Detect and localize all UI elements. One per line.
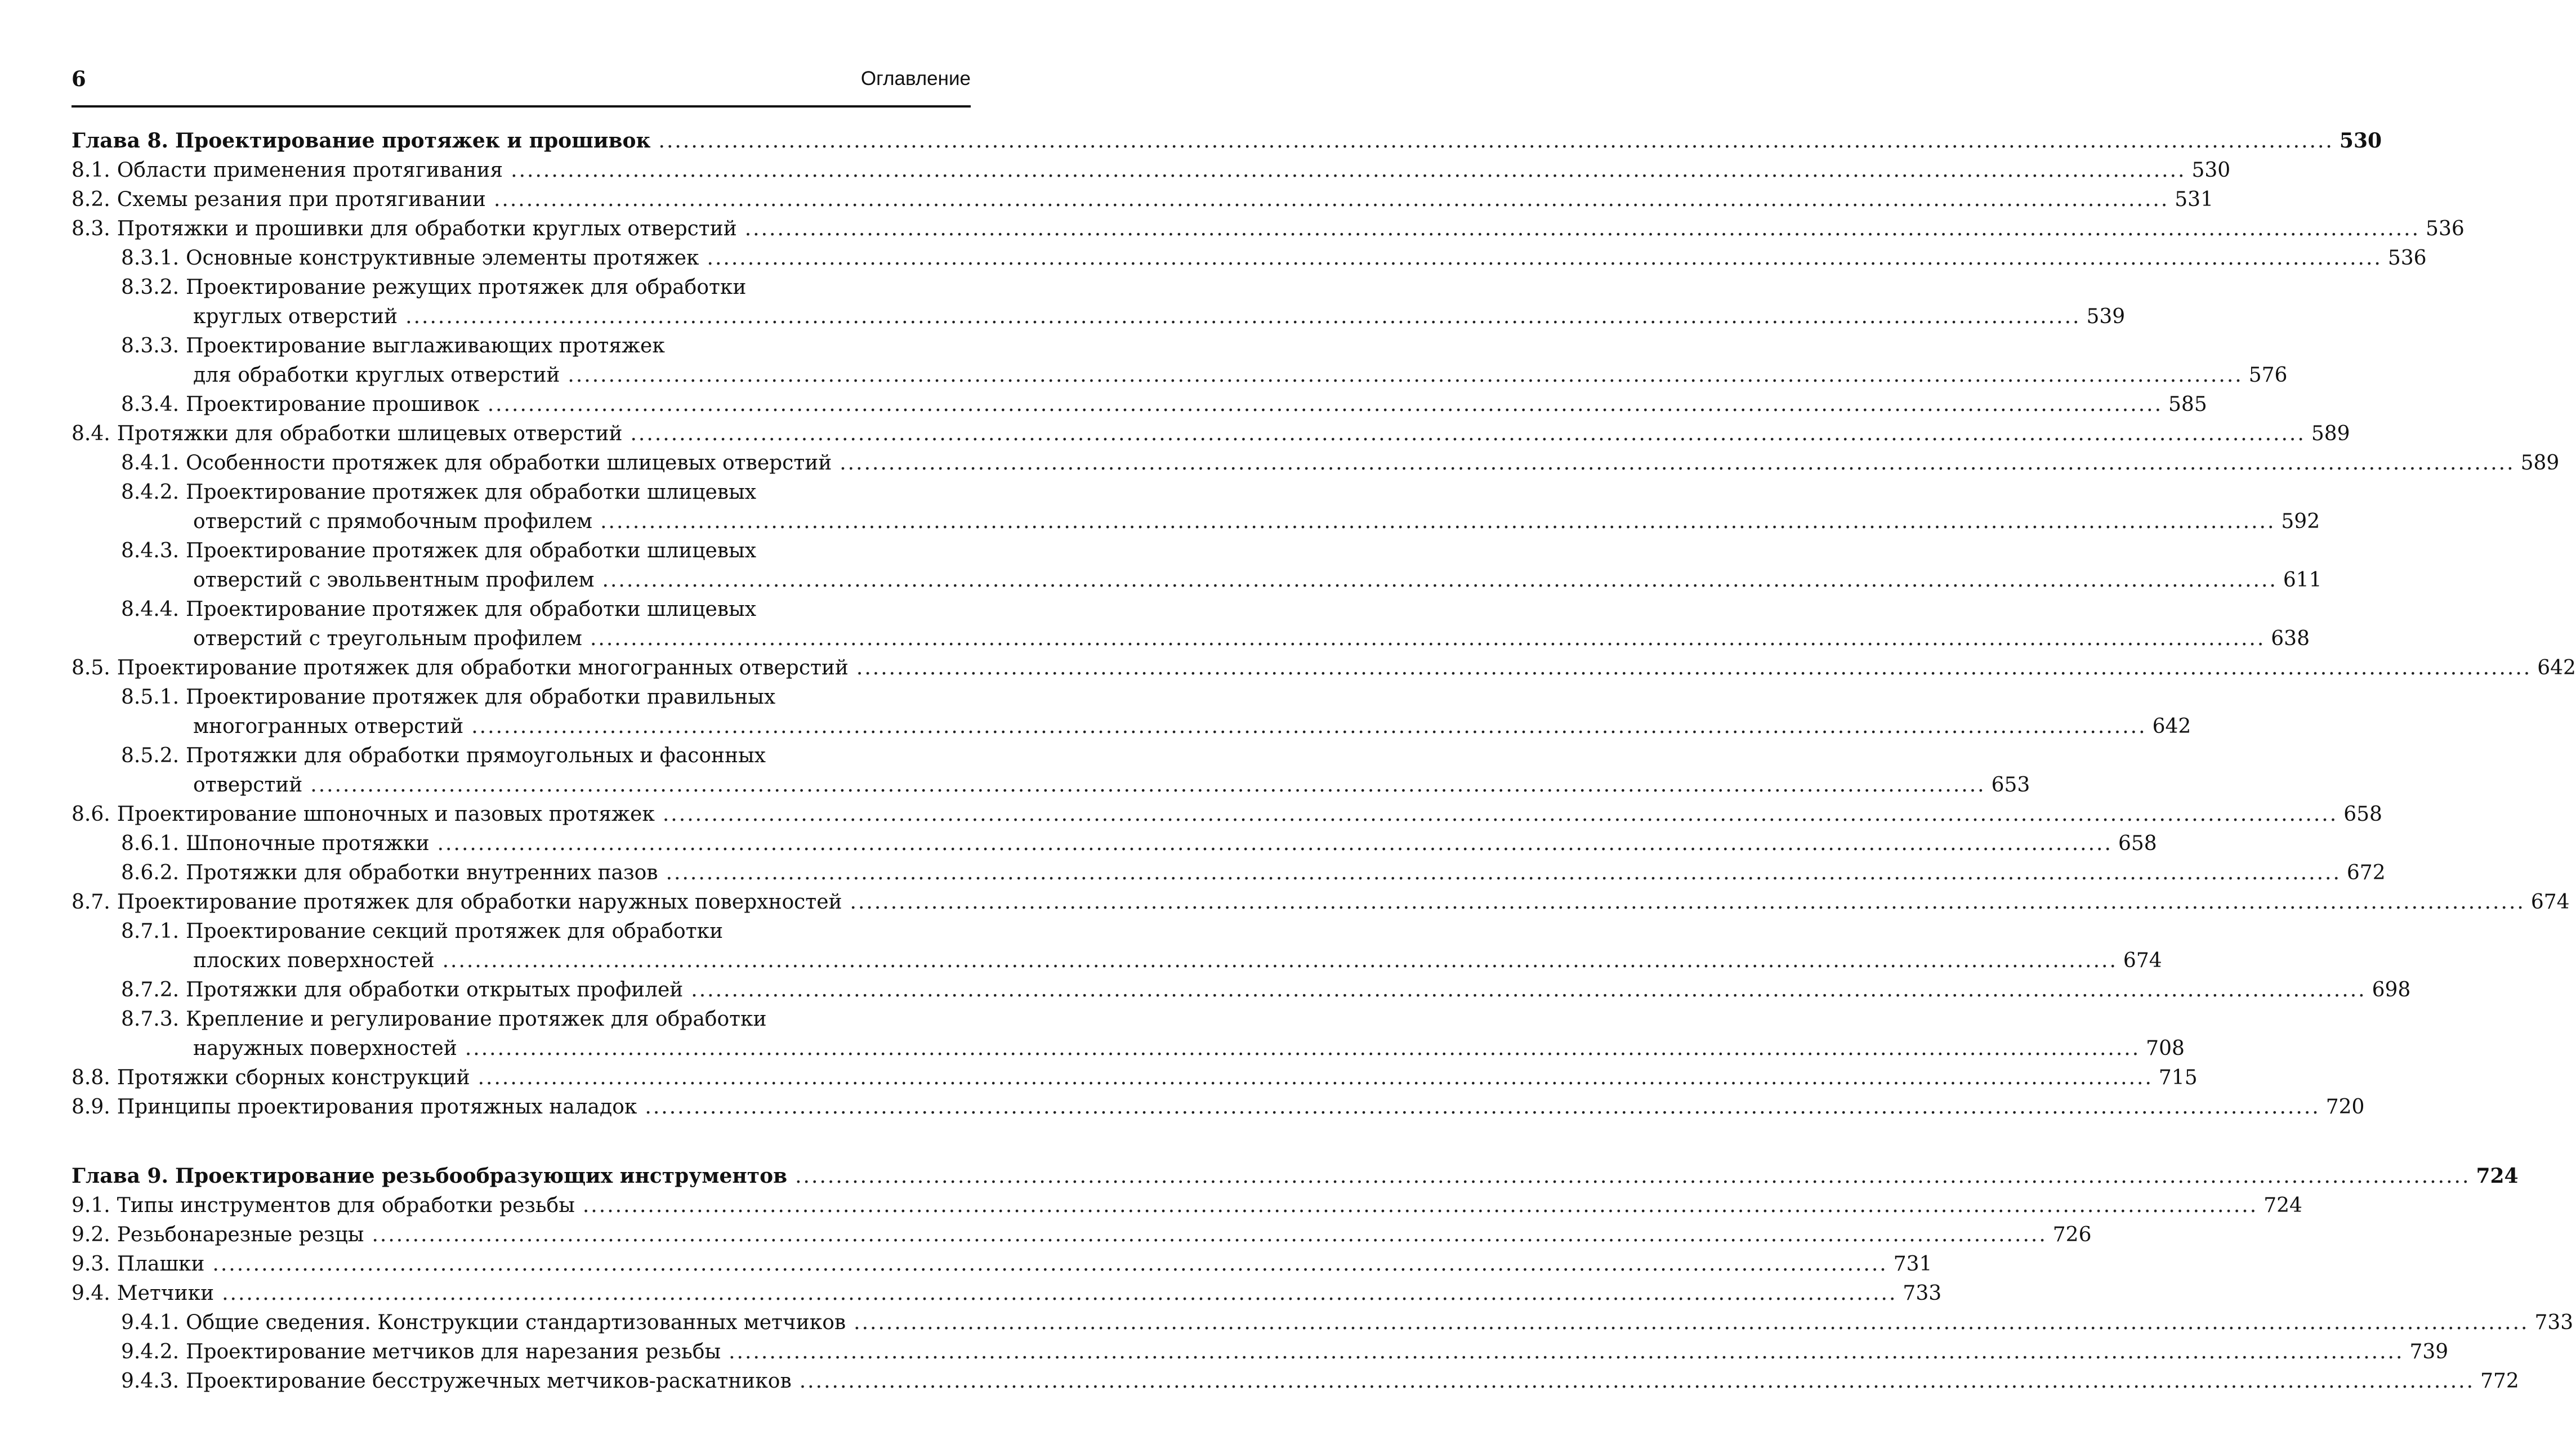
chapter-number: Глава 8. <box>72 129 169 153</box>
section-number: 8.4.2. <box>121 481 180 504</box>
dot-leader <box>310 771 1985 800</box>
page-ref: 674 <box>2530 891 2570 914</box>
toc-entry[interactable] <box>72 390 2207 419</box>
section-title: Проектирование протяжек для обработки шлицевых <box>186 539 757 562</box>
toc-entry[interactable] <box>72 536 2322 595</box>
page-ref: 642 <box>2152 715 2191 738</box>
section-title: Типы инструментов для обработки резьбы <box>117 1194 575 1217</box>
toc-line <box>72 858 2386 888</box>
dot-leader <box>511 156 2186 185</box>
page-ref: 731 <box>1893 1253 1932 1276</box>
section-title: Области применения протягивания <box>117 159 503 182</box>
dot-leader <box>707 244 2382 273</box>
page-ref: 530 <box>2191 159 2231 182</box>
page-ref: 733 <box>2534 1311 2574 1334</box>
dot-leader <box>645 1093 2320 1122</box>
section-number: 8.6.2. <box>121 861 180 884</box>
page-ref: 530 <box>2339 129 2382 153</box>
toc-line <box>72 1063 2198 1093</box>
section-title: Проектирование протяжек для обработки наружных поверхностей <box>117 891 842 914</box>
toc-entry[interactable] <box>72 741 2030 800</box>
toc-entry[interactable] <box>72 858 2386 888</box>
section-title: Проектирование протяжек для обработки шлицевых <box>186 598 757 621</box>
toc-line <box>72 419 2350 449</box>
section-title: Протяжки для обработки внутренних пазов <box>186 861 658 884</box>
section-number: 8.4. <box>72 422 110 445</box>
section-title: Крепление и регулирование протяжек для обработки <box>186 1008 767 1031</box>
toc-line <box>72 566 2322 595</box>
toc-entry[interactable] <box>72 273 2126 332</box>
toc-line <box>72 332 971 361</box>
toc-line <box>72 1250 1932 1279</box>
page-ref: 638 <box>2271 627 2310 650</box>
section-title: Проектирование режущих протяжек для обработки <box>186 276 747 299</box>
toc-entry[interactable] <box>72 185 2213 214</box>
toc-entry[interactable] <box>72 654 2576 683</box>
section-title: Проектирование метчиков для нарезания резьбы <box>186 1340 721 1363</box>
section-title: отверстий с треугольным профилем <box>193 627 582 650</box>
chapter-block <box>72 1161 2574 1396</box>
toc-entry[interactable] <box>72 1093 2365 1122</box>
section-title: Проектирование протяжек для обработки правильных <box>186 686 776 709</box>
toc-line <box>72 771 2030 800</box>
dot-leader <box>405 302 2081 332</box>
toc-line <box>72 302 2126 332</box>
page-ref: 733 <box>1903 1282 1942 1305</box>
section-number: 8.6.1. <box>121 832 180 855</box>
toc-line <box>72 478 971 507</box>
toc-entry[interactable] <box>72 1308 2574 1338</box>
toc-line <box>72 1191 2302 1220</box>
dot-leader <box>471 712 2146 741</box>
toc-entry[interactable] <box>72 917 2162 976</box>
section-number: 8.3.1. <box>121 247 180 270</box>
section-number: 9.4. <box>72 1282 110 1305</box>
section-title: Протяжки для обработки открытых профилей <box>186 978 684 1001</box>
dot-leader <box>663 800 2338 829</box>
page-ref: 708 <box>2146 1037 2185 1060</box>
page-ref: 720 <box>2325 1095 2365 1119</box>
page-ref: 653 <box>1991 773 2030 797</box>
section-title: Проектирование протяжек для обработки многогранных отверстий <box>117 656 849 679</box>
section-title: многогранных отверстий <box>193 715 464 738</box>
section-title: Метчики <box>117 1282 215 1305</box>
toc-line <box>72 917 971 946</box>
section-title: круглых отверстий <box>193 305 398 328</box>
toc-entry[interactable] <box>72 683 2191 741</box>
section-number: 8.4.4. <box>121 598 180 621</box>
chapter-number: Глава 9. <box>72 1164 169 1188</box>
dot-leader <box>840 449 2515 478</box>
toc-line <box>72 185 2213 214</box>
dot-leader <box>494 185 2169 214</box>
toc-line <box>72 1279 1942 1308</box>
section-number: 8.2. <box>72 188 110 211</box>
dot-leader <box>745 214 2420 244</box>
toc-line <box>72 829 2157 858</box>
section-title: Протяжки сборных конструкций <box>117 1066 470 1089</box>
toc-line <box>72 1220 2092 1250</box>
section-title: отверстий <box>193 773 303 797</box>
dot-leader <box>850 888 2525 917</box>
dot-leader <box>729 1338 2404 1367</box>
dot-leader <box>488 390 2163 419</box>
section-number: 8.7.2. <box>121 978 180 1001</box>
section-title: Принципы проектирования протяжных наладок <box>117 1095 637 1119</box>
section-title: плоских поверхностей <box>193 949 435 972</box>
page-ref: 739 <box>2409 1340 2449 1363</box>
toc-entry[interactable] <box>72 1005 2185 1063</box>
toc-line <box>72 1034 2185 1063</box>
dot-leader <box>590 624 2265 654</box>
toc-line <box>72 1367 2519 1396</box>
section-title: отверстий с прямобочным профилем <box>193 510 593 533</box>
toc-line <box>72 946 2162 976</box>
dot-leader <box>583 1191 2258 1220</box>
page-number: 6 <box>72 66 86 91</box>
page-ref: 698 <box>2372 978 2411 1001</box>
chapter-title: Проектирование резьбообразующих инструментов <box>175 1164 788 1188</box>
page-ref: 658 <box>2118 832 2157 855</box>
toc-entry[interactable] <box>72 1338 2449 1367</box>
toc-entry[interactable] <box>72 976 2411 1005</box>
page-ref: 589 <box>2520 451 2560 475</box>
dot-leader <box>800 1367 2475 1396</box>
toc-line <box>72 624 2310 654</box>
toc-line <box>72 683 971 712</box>
section-title: Основные конструктивные элементы протяжек <box>186 247 699 270</box>
toc-entry[interactable] <box>72 829 2157 858</box>
toc-entry[interactable] <box>72 595 2310 654</box>
section-title: Проектирование бесстружечных метчиков-раскатников <box>186 1370 792 1393</box>
dot-leader <box>854 1308 2529 1338</box>
page-ref: 772 <box>2480 1370 2519 1393</box>
toc-line <box>72 390 2207 419</box>
section-title: Проектирование протяжек для обработки шлицевых <box>186 481 757 504</box>
section-title: Плашки <box>117 1253 205 1276</box>
section-number: 8.7. <box>72 891 110 914</box>
page-ref: 531 <box>2175 188 2213 211</box>
section-number: 8.4.1. <box>121 451 180 475</box>
section-number: 8.9. <box>72 1095 110 1119</box>
toc-line <box>72 273 971 302</box>
page-ref: 724 <box>2476 1164 2519 1188</box>
dot-leader <box>212 1250 1887 1279</box>
page-ref: 536 <box>2387 247 2427 270</box>
section-number: 9.4.3. <box>121 1370 180 1393</box>
toc-line <box>72 595 971 624</box>
toc-entry[interactable] <box>72 332 2288 390</box>
toc-entry[interactable] <box>72 1279 1942 1308</box>
dot-leader <box>666 858 2341 888</box>
toc-line <box>72 361 2288 390</box>
toc-entry[interactable] <box>72 888 2570 917</box>
header-rule <box>72 105 971 108</box>
toc-line <box>72 1093 2365 1122</box>
dot-leader <box>602 566 2278 595</box>
toc-entry[interactable] <box>72 156 2231 185</box>
section-title: наружных поверхностей <box>193 1037 457 1060</box>
section-number: 8.1. <box>72 159 110 182</box>
toc-entry[interactable] <box>72 1063 2198 1093</box>
toc-line <box>72 449 2560 478</box>
page-ref: 589 <box>2311 422 2350 445</box>
page-ref: 726 <box>2052 1223 2092 1246</box>
dot-leader <box>659 127 2334 156</box>
section-number: 9.2. <box>72 1223 110 1246</box>
page-ref: 576 <box>2248 364 2288 387</box>
page-ref: 672 <box>2346 861 2386 884</box>
toc-entry[interactable] <box>72 419 2350 449</box>
toc-line <box>72 156 2231 185</box>
section-number: 8.7.3. <box>121 1008 180 1031</box>
section-number: 8.5. <box>72 656 110 679</box>
chapter-block <box>72 126 2576 1122</box>
toc-line <box>72 1308 2574 1338</box>
dot-leader <box>222 1279 1897 1308</box>
toc-line <box>72 214 2465 244</box>
toc-entry[interactable] <box>72 478 2320 536</box>
section-title: Общие сведения. Конструкции стандартизованных метчиков <box>186 1311 846 1334</box>
section-number: 8.5.1. <box>121 686 180 709</box>
section-title: отверстий с эвольвентным профилем <box>193 569 595 592</box>
section-title: Шпоночные протяжки <box>186 832 430 855</box>
toc-line <box>72 536 971 566</box>
page-ref: 658 <box>2343 803 2382 826</box>
page-ref: 642 <box>2537 656 2576 679</box>
toc-line <box>72 976 2411 1005</box>
toc-line <box>72 507 2320 536</box>
section-number: 8.8. <box>72 1066 110 1089</box>
toc-line <box>72 1338 2449 1367</box>
section-title: Проектирование выглаживающих протяжек <box>186 334 665 357</box>
section-title: Проектирование прошивок <box>186 393 480 416</box>
running-header <box>72 66 971 95</box>
dot-leader <box>372 1220 2047 1250</box>
toc-entry[interactable] <box>72 214 2465 244</box>
page-ref: 611 <box>2283 569 2322 592</box>
toc-line <box>72 800 2382 829</box>
dot-leader <box>795 1162 2470 1191</box>
toc-line <box>72 1005 971 1034</box>
section-title: Протяжки для обработки шлицевых отверстий <box>117 422 623 445</box>
dot-leader <box>478 1063 2153 1093</box>
section-number: 8.3.3. <box>121 334 180 357</box>
page-ref: 724 <box>2264 1194 2302 1217</box>
section-title: Схемы резания при протягивании <box>117 188 486 211</box>
dot-leader <box>630 419 2305 449</box>
toc-entry[interactable] <box>72 800 2382 829</box>
section-number: 9.1. <box>72 1194 110 1217</box>
chapter-title: Проектирование протяжек и прошивок <box>175 129 651 153</box>
toc-line <box>72 888 2570 917</box>
dot-leader <box>437 829 2113 858</box>
section-number: 8.4.3. <box>121 539 180 562</box>
section-title: Протяжки для обработки прямоугольных и фасонных <box>186 744 766 767</box>
toc-entry[interactable] <box>72 1220 2092 1250</box>
page-ref: 539 <box>2086 305 2126 328</box>
section-number: 8.3.2. <box>121 276 180 299</box>
toc-line <box>72 712 2191 741</box>
section-number: 9.4.2. <box>121 1340 180 1363</box>
section-number: 8.7.1. <box>121 920 180 943</box>
toc-entry[interactable] <box>72 1367 2519 1396</box>
toc-line <box>72 244 2427 273</box>
page-ref: 592 <box>2281 510 2320 533</box>
page-ref: 585 <box>2168 393 2207 416</box>
section-number: 8.3.4. <box>121 393 180 416</box>
chapter-heading[interactable] <box>72 1161 2519 1191</box>
section-title: Резьбонарезные резцы <box>117 1223 364 1246</box>
running-title: Оглавление <box>860 68 971 90</box>
dot-leader <box>691 976 2366 1005</box>
section-title: Проектирование шпоночных и пазовых протяжек <box>117 803 655 826</box>
dot-leader <box>465 1034 2140 1063</box>
toc-line <box>72 654 2576 683</box>
section-number: 9.4.1. <box>121 1311 180 1334</box>
section-title: Особенности протяжек для обработки шлицевых отверстий <box>186 451 832 475</box>
page-ref: 674 <box>2123 949 2162 972</box>
section-number: 9.3. <box>72 1253 110 1276</box>
section-number: 8.3. <box>72 217 110 240</box>
toc-entry[interactable] <box>72 244 2427 273</box>
dot-leader <box>443 946 2118 976</box>
section-number: 8.6. <box>72 803 110 826</box>
toc-entry[interactable] <box>72 449 2560 478</box>
page-ref: 536 <box>2426 217 2465 240</box>
dot-leader <box>568 361 2243 390</box>
section-title: Протяжки и прошивки для обработки круглых отверстий <box>117 217 737 240</box>
chapter-heading[interactable] <box>72 126 2382 156</box>
toc-line <box>72 741 971 771</box>
table-of-contents <box>72 126 2576 1396</box>
section-title: для обработки круглых отверстий <box>193 364 560 387</box>
section-number: 8.5.2. <box>121 744 180 767</box>
toc-entry[interactable] <box>72 1250 1932 1279</box>
dot-leader <box>600 507 2275 536</box>
toc-entry[interactable] <box>72 1191 2302 1220</box>
page-ref: 715 <box>2158 1066 2198 1089</box>
dot-leader <box>856 654 2532 683</box>
section-title: Проектирование секций протяжек для обработки <box>186 920 724 943</box>
